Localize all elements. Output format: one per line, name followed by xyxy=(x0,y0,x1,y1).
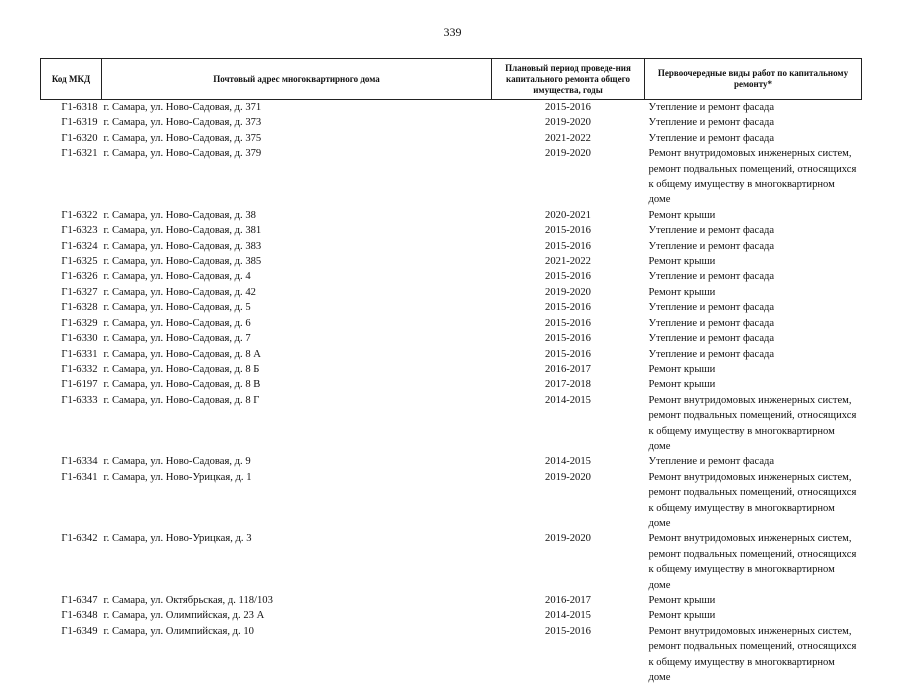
table-row xyxy=(41,300,862,315)
cell-address: г. Самара, ул. Ново-Садовая, д. 8 Г xyxy=(102,393,492,455)
cell-address: г. Самара, ул. Ново-Садовая, д. 383 xyxy=(102,239,492,254)
table-row xyxy=(41,115,862,130)
table-row xyxy=(41,470,862,532)
table-header xyxy=(41,59,862,100)
table-row xyxy=(41,131,862,146)
cell-code: Г1-6320 xyxy=(41,131,102,146)
header-address: Почтовый адрес многоквартирного дома xyxy=(102,59,492,100)
cell-period: 2015-2016 xyxy=(492,239,645,254)
cell-works: Утепление и ремонт фасада xyxy=(645,100,862,116)
cell-code: Г1-6334 xyxy=(41,454,102,469)
cell-period: 2014-2015 xyxy=(492,393,645,455)
cell-period: 2015-2016 xyxy=(492,316,645,331)
cell-code: Г1-6329 xyxy=(41,316,102,331)
cell-works: Ремонт внутридомовых инженерных систем, ремонт подвальных помещений, относящихся к общему имуществу в многоквартирном доме xyxy=(645,470,862,532)
cell-period: 2015-2016 xyxy=(492,269,645,284)
cell-code: Г1-6341 xyxy=(41,470,102,532)
cell-period: 2015-2016 xyxy=(492,331,645,346)
cell-address: г. Самара, ул. Олимпийская, д. 23 А xyxy=(102,608,492,623)
cell-period: 2016-2017 xyxy=(492,593,645,608)
cell-works: Утепление и ремонт фасада xyxy=(645,269,862,284)
cell-address: г. Самара, ул. Ново-Садовая, д. 8 В xyxy=(102,377,492,392)
cell-code: Г1-6328 xyxy=(41,300,102,315)
cell-period: 2021-2022 xyxy=(492,254,645,269)
cell-address: г. Самара, ул. Ново-Садовая, д. 5 xyxy=(102,300,492,315)
cell-works: Утепление и ремонт фасада xyxy=(645,454,862,469)
cell-address: г. Самара, ул. Ново-Садовая, д. 9 xyxy=(102,454,492,469)
cell-address: г. Самара, ул. Олимпийская, д. 10 xyxy=(102,624,492,685)
table-row xyxy=(41,208,862,223)
cell-period: 2021-2022 xyxy=(492,131,645,146)
table-row xyxy=(41,316,862,331)
cell-code: Г1-6348 xyxy=(41,608,102,623)
cell-address: г. Самара, ул. Ново-Урицкая, д. 1 xyxy=(102,470,492,532)
cell-works: Утепление и ремонт фасада xyxy=(645,115,862,130)
cell-address: г. Самара, ул. Ново-Садовая, д. 373 xyxy=(102,115,492,130)
cell-period: 2020-2021 xyxy=(492,208,645,223)
cell-address: г. Самара, ул. Ново-Садовая, д. 371 xyxy=(102,100,492,116)
header-works: Первоочередные виды работ по капитальному ремонту* xyxy=(645,59,862,100)
cell-address: г. Самара, ул. Ново-Садовая, д. 8 А xyxy=(102,347,492,362)
cell-code: Г1-6330 xyxy=(41,331,102,346)
table-row xyxy=(41,362,862,377)
cell-code: Г1-6331 xyxy=(41,347,102,362)
cell-code: Г1-6327 xyxy=(41,285,102,300)
table-row xyxy=(41,624,862,685)
cell-code: Г1-6322 xyxy=(41,208,102,223)
cell-works: Ремонт внутридомовых инженерных систем, ремонт подвальных помещений, относящихся к общему имуществу в многоквартирном доме xyxy=(645,146,862,208)
table-row xyxy=(41,100,862,116)
cell-period: 2015-2016 xyxy=(492,300,645,315)
cell-address: г. Самара, ул. Ново-Садовая, д. 375 xyxy=(102,131,492,146)
cell-code: Г1-6325 xyxy=(41,254,102,269)
cell-address: г. Самара, ул. Ново-Садовая, д. 379 xyxy=(102,146,492,208)
table-row xyxy=(41,593,862,608)
cell-period: 2019-2020 xyxy=(492,531,645,593)
table-row xyxy=(41,331,862,346)
cell-address: г. Самара, ул. Ново-Садовая, д. 42 xyxy=(102,285,492,300)
cell-code: Г1-6197 xyxy=(41,377,102,392)
cell-address: г. Самара, ул. Ново-Садовая, д. 4 xyxy=(102,269,492,284)
cell-works: Утепление и ремонт фасада xyxy=(645,331,862,346)
cell-works: Утепление и ремонт фасада xyxy=(645,239,862,254)
cell-address: г. Самара, ул. Ново-Садовая, д. 38 xyxy=(102,208,492,223)
cell-works: Утепление и ремонт фасада xyxy=(645,300,862,315)
cell-period: 2019-2020 xyxy=(492,146,645,208)
cell-code: Г1-6321 xyxy=(41,146,102,208)
cell-code: Г1-6324 xyxy=(41,239,102,254)
capital-repair-table xyxy=(40,58,862,685)
cell-code: Г1-6326 xyxy=(41,269,102,284)
cell-works: Утепление и ремонт фасада xyxy=(645,223,862,238)
table-row xyxy=(41,269,862,284)
table-row xyxy=(41,146,862,208)
cell-works: Утепление и ремонт фасада xyxy=(645,347,862,362)
table-row xyxy=(41,608,862,623)
cell-works: Ремонт крыши xyxy=(645,208,862,223)
cell-works: Утепление и ремонт фасада xyxy=(645,316,862,331)
cell-code: Г1-6349 xyxy=(41,624,102,685)
cell-code: Г1-6323 xyxy=(41,223,102,238)
cell-works: Ремонт крыши xyxy=(645,377,862,392)
table-row xyxy=(41,239,862,254)
cell-works: Ремонт внутридомовых инженерных систем, ремонт подвальных помещений, относящихся к общему имуществу в многоквартирном доме xyxy=(645,624,862,685)
table-row xyxy=(41,254,862,269)
cell-works: Ремонт крыши xyxy=(645,608,862,623)
cell-code: Г1-6347 xyxy=(41,593,102,608)
header-period: Плановый период проведе-ния капитального ремонта общего имущества, годы xyxy=(492,59,645,100)
cell-code: Г1-6332 xyxy=(41,362,102,377)
cell-period: 2015-2016 xyxy=(492,100,645,116)
cell-address: г. Самара, ул. Ново-Садовая, д. 8 Б xyxy=(102,362,492,377)
cell-works: Ремонт крыши xyxy=(645,593,862,608)
table-row xyxy=(41,531,862,593)
cell-works: Утепление и ремонт фасада xyxy=(645,131,862,146)
cell-code: Г1-6333 xyxy=(41,393,102,455)
cell-address: г. Самара, ул. Ново-Садовая, д. 7 xyxy=(102,331,492,346)
cell-works: Ремонт крыши xyxy=(645,362,862,377)
cell-period: 2019-2020 xyxy=(492,285,645,300)
cell-code: Г1-6319 xyxy=(41,115,102,130)
table-row xyxy=(41,377,862,392)
cell-address: г. Самара, ул. Ново-Садовая, д. 6 xyxy=(102,316,492,331)
table-row xyxy=(41,285,862,300)
cell-works: Ремонт крыши xyxy=(645,254,862,269)
table-row xyxy=(41,347,862,362)
cell-code: Г1-6342 xyxy=(41,531,102,593)
cell-works: Ремонт крыши xyxy=(645,285,862,300)
header-code: Код МКД xyxy=(41,59,102,100)
cell-period: 2017-2018 xyxy=(492,377,645,392)
cell-address: г. Самара, ул. Ново-Урицкая, д. 3 xyxy=(102,531,492,593)
cell-period: 2019-2020 xyxy=(492,115,645,130)
table-row xyxy=(41,223,862,238)
cell-period: 2015-2016 xyxy=(492,624,645,685)
table-body xyxy=(41,100,862,685)
cell-code: Г1-6318 xyxy=(41,100,102,116)
cell-period: 2014-2015 xyxy=(492,454,645,469)
table-row xyxy=(41,454,862,469)
cell-address: г. Самара, ул. Ново-Садовая, д. 381 xyxy=(102,223,492,238)
cell-works: Ремонт внутридомовых инженерных систем, ремонт подвальных помещений, относящихся к общему имуществу в многоквартирном доме xyxy=(645,531,862,593)
cell-period: 2019-2020 xyxy=(492,470,645,532)
cell-period: 2015-2016 xyxy=(492,223,645,238)
cell-period: 2016-2017 xyxy=(492,362,645,377)
table-row xyxy=(41,393,862,455)
cell-address: г. Самара, ул. Ново-Садовая, д. 385 xyxy=(102,254,492,269)
cell-address: г. Самара, ул. Октябрьская, д. 118/103 xyxy=(102,593,492,608)
cell-period: 2014-2015 xyxy=(492,608,645,623)
cell-period: 2015-2016 xyxy=(492,347,645,362)
cell-works: Ремонт внутридомовых инженерных систем, ремонт подвальных помещений, относящихся к общему имуществу в многоквартирном доме xyxy=(645,393,862,455)
page-number: 339 xyxy=(0,25,905,40)
